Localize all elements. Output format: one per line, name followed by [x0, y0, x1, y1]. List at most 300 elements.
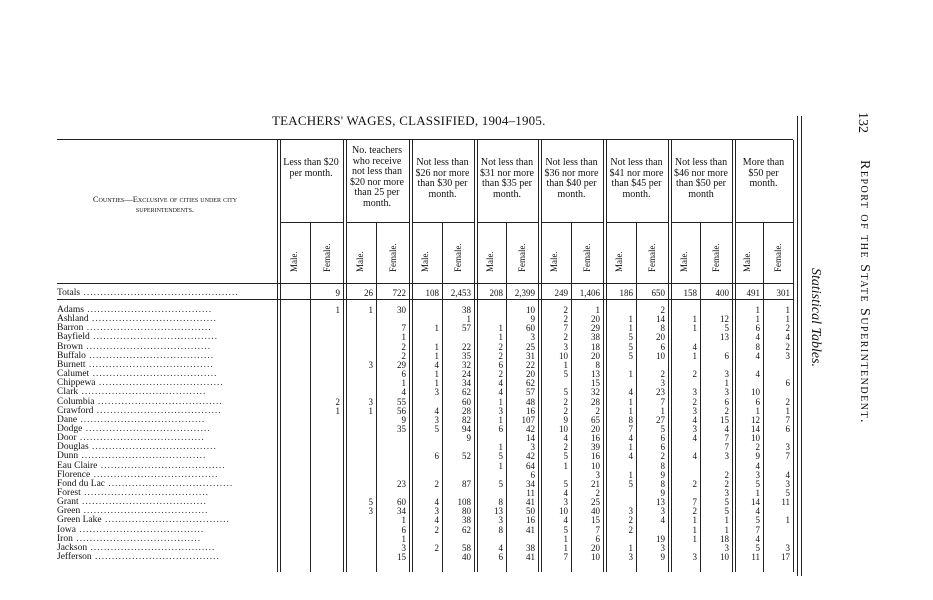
table-cell: 5 — [724, 497, 729, 507]
table-cell: 58 — [462, 543, 471, 553]
table-cell: 3 — [724, 369, 729, 379]
table-cell: 23 — [397, 479, 406, 489]
table-cell: 2 — [498, 369, 503, 379]
totals-label — [57, 289, 239, 297]
table-cell: 1 — [755, 406, 760, 416]
table-cell: 20 — [591, 351, 600, 361]
table-cell: 9 — [660, 552, 665, 562]
table-cell: 5 — [628, 351, 633, 361]
totals-cell: 1,406 — [579, 288, 600, 298]
county-name: Columbia — [57, 397, 95, 407]
table-cell: 3 — [660, 543, 665, 553]
table-cell: 18 — [720, 534, 729, 544]
table-cell: 10 — [559, 424, 568, 434]
table-cell: 32 — [462, 360, 471, 370]
table-cell: 4 — [563, 488, 568, 498]
table-cell: 1 — [785, 406, 790, 416]
table-cell: 31 — [526, 351, 535, 361]
county-row-label — [57, 516, 230, 524]
table-cell: 6 — [434, 451, 439, 461]
table-cell: 10 — [526, 305, 535, 315]
table-cell: 1 — [498, 397, 503, 407]
table-cell: 14 — [526, 433, 535, 443]
table-cell: 11 — [751, 552, 760, 562]
female-subheader: Female. — [517, 243, 527, 272]
table-cell: 4 — [692, 415, 697, 425]
table-cell: 2 — [595, 488, 600, 498]
table-cell: 4 — [434, 360, 439, 370]
leader-dots: ..................................... — [80, 506, 209, 516]
group-header: Not less than $36 nor more than $40 per month. — [544, 157, 599, 200]
table-cell: 23 — [656, 387, 665, 397]
table-cell: 2 — [434, 525, 439, 535]
right-rule-1 — [797, 116, 798, 576]
leader-dots: ..................................... — [94, 397, 223, 407]
table-cell: 1 — [335, 406, 340, 416]
table-cell: 7 — [724, 442, 729, 452]
table-cell: 60 — [397, 497, 406, 507]
group-header: More than $50 per month. — [742, 157, 785, 189]
leader-dots: ..................................... — [83, 323, 212, 333]
county-name: Jefferson — [57, 552, 92, 562]
table-cell: 4 — [628, 433, 633, 443]
table-cell: 3 — [368, 506, 373, 516]
county-row-label — [57, 379, 224, 387]
county-row-label — [57, 388, 206, 396]
table-cell: 1 — [401, 378, 406, 388]
table-cell: 64 — [526, 461, 535, 471]
table-cell: 5 — [563, 479, 568, 489]
table-cell: 2 — [660, 305, 665, 315]
table-cell: 38 — [462, 515, 471, 525]
side-page-number: 132 — [855, 112, 870, 133]
table-cell: 2 — [692, 397, 697, 407]
totals-cell: 26 — [364, 288, 373, 298]
county-row-label — [57, 416, 205, 424]
table-cell: 1 — [628, 323, 633, 333]
table-cell: 62 — [462, 387, 471, 397]
table-cell: 5 — [785, 488, 790, 498]
male-subheader: Male. — [614, 251, 624, 272]
leader-dots: ..................................... — [85, 360, 214, 370]
table-cell: 1 — [563, 461, 568, 471]
table-cell: 9 — [401, 415, 406, 425]
table-cell: 22 — [462, 342, 471, 352]
leader-dots: ..................................... — [83, 305, 213, 315]
leader-dots: ..................................... — [89, 332, 218, 342]
county-name: Clark — [57, 387, 79, 397]
table-cell: 1 — [498, 442, 503, 452]
leader-dots: .............................................. — [80, 288, 239, 298]
table-cell: 42 — [526, 451, 535, 461]
table-cell: 5 — [498, 451, 503, 461]
table-cell: 2 — [434, 543, 439, 553]
table-cell: 13 — [656, 497, 665, 507]
group-divider — [277, 140, 278, 572]
table-cell: 8 — [755, 342, 760, 352]
table-cell: 4 — [755, 351, 760, 361]
table-cell: 57 — [526, 387, 535, 397]
table-cell: 4 — [755, 369, 760, 379]
table-cell: 13 — [591, 369, 600, 379]
table-cell: 3 — [434, 387, 439, 397]
male-subheader: Male. — [355, 251, 365, 272]
table-cell: 10 — [656, 351, 665, 361]
subheader-rule — [736, 222, 793, 223]
table-cell: 1 — [692, 534, 697, 544]
totals-cell: 208 — [489, 288, 503, 298]
page-title: TEACHERS' WAGES, CLASSIFIED, 1904–1905. — [272, 113, 546, 128]
table-cell: 1 — [724, 525, 729, 535]
table-cell: 8 — [498, 497, 503, 507]
table-cell: 80 — [462, 506, 471, 516]
table-cell: 8 — [660, 479, 665, 489]
table-cell: 4 — [660, 515, 665, 525]
table-cell: 40 — [462, 552, 471, 562]
table-cell: 3 — [563, 497, 568, 507]
table-cell: 4 — [785, 332, 790, 342]
table-cell: 34 — [462, 378, 471, 388]
table-cell: 108 — [457, 497, 471, 507]
table-cell: 4 — [755, 332, 760, 342]
table-cell: 7 — [692, 497, 697, 507]
leader-dots: ..................................... — [78, 497, 207, 507]
table-cell: 7 — [628, 424, 633, 434]
table-cell: 20 — [526, 369, 535, 379]
table-cell: 4 — [692, 342, 697, 352]
table-cell: 4 — [498, 387, 503, 397]
table-cell: 35 — [397, 424, 406, 434]
table-cell: 15 — [397, 552, 406, 562]
leader-dots: ..................................... — [78, 387, 207, 397]
table-cell: 7 — [724, 433, 729, 443]
table-cell: 8 — [660, 323, 665, 333]
table-cell: 14 — [656, 314, 665, 324]
table-cell: 8 — [628, 415, 633, 425]
header-bottom-rule — [57, 283, 793, 284]
table-cell: 6 — [724, 351, 729, 361]
table-cell: 1 — [498, 323, 503, 333]
table-cell: 2 — [498, 342, 503, 352]
table-cell: 1 — [368, 305, 373, 315]
table-cell: 1 — [755, 314, 760, 324]
table-cell: 1 — [434, 378, 439, 388]
table-cell: 5 — [434, 424, 439, 434]
table-cell: 3 — [724, 451, 729, 461]
table-cell: 1 — [498, 332, 503, 342]
county-row-label — [57, 480, 233, 488]
table-cell: 7 — [563, 323, 568, 333]
county-row-label — [57, 498, 207, 506]
leader-dots: ..................................... — [105, 479, 234, 489]
table-cell: 10 — [591, 552, 600, 562]
table-cell: 3 — [530, 332, 535, 342]
leader-dots: ..................................... — [89, 369, 218, 379]
county-name: Ashland — [57, 314, 89, 324]
table-cell: 1 — [785, 305, 790, 315]
female-subheader: Female. — [322, 243, 332, 272]
leader-dots: ..................................... — [76, 525, 205, 535]
table-cell: 3 — [692, 424, 697, 434]
table-cell: 7 — [785, 415, 790, 425]
county-row-label — [57, 407, 222, 415]
table-cell: 35 — [462, 351, 471, 361]
table-cell: 41 — [526, 497, 535, 507]
table-cell: 60 — [462, 397, 471, 407]
table-cell: 4 — [692, 451, 697, 461]
table-cell: 1 — [755, 488, 760, 498]
county-name: Jackson — [57, 543, 88, 553]
county-name: Forest — [57, 488, 81, 498]
table-cell: 5 — [628, 342, 633, 352]
table-cell: 1 — [785, 515, 790, 525]
county-name: Fond du Lac — [57, 479, 106, 489]
totals-cell: 650 — [651, 288, 665, 298]
table-cell: 1 — [628, 397, 633, 407]
county-name: Green Lake — [57, 515, 102, 525]
table-cell: 2 — [785, 397, 790, 407]
table-cell: 2 — [595, 406, 600, 416]
table-cell: 3 — [498, 515, 503, 525]
table-cell: 1 — [595, 305, 600, 315]
table-cell: 20 — [591, 543, 600, 553]
table-cell: 16 — [591, 451, 600, 461]
table-cell: 3 — [498, 406, 503, 416]
table-cell: 1 — [692, 515, 697, 525]
table-cell: 2 — [660, 451, 665, 461]
table-cell: 25 — [591, 497, 600, 507]
table-cell: 2 — [785, 342, 790, 352]
table-cell: 3 — [368, 360, 373, 370]
table-cell: 1 — [563, 543, 568, 553]
totals-cell: 400 — [715, 288, 729, 298]
table-cell: 39 — [591, 442, 600, 452]
table-cell: 8 — [660, 461, 665, 471]
table-cell: 2 — [628, 525, 633, 535]
table-cell: 3 — [628, 506, 633, 516]
table-cell: 5 — [563, 369, 568, 379]
table-cell: 4 — [498, 543, 503, 553]
table-cell: 1 — [401, 534, 406, 544]
table-cell: 29 — [591, 323, 600, 333]
county-name: Iowa — [57, 525, 76, 535]
county-row-label — [57, 333, 218, 341]
leader-dots: ..................................... — [90, 470, 219, 480]
table-cell: 2 — [563, 397, 568, 407]
table-cell: 107 — [521, 415, 535, 425]
table-cell: 9 — [660, 488, 665, 498]
county-row-label — [57, 544, 215, 552]
county-row-label — [57, 425, 211, 433]
table-cell: 2 — [401, 342, 406, 352]
table-cell: 4 — [628, 451, 633, 461]
table-cell: 10 — [559, 351, 568, 361]
table-cell: 2 — [563, 442, 568, 452]
table-cell: 30 — [397, 305, 406, 315]
table-cell: 2 — [660, 369, 665, 379]
table-cell: 5 — [628, 479, 633, 489]
table-cell: 3 — [785, 351, 790, 361]
table-cell: 1 — [724, 378, 729, 388]
table-cell: 28 — [462, 406, 471, 416]
county-row-label — [57, 434, 205, 442]
table-cell: 34 — [397, 506, 406, 516]
table-cell: 6 — [498, 360, 503, 370]
leader-dots: ..................................... — [97, 461, 226, 471]
stub-header: Counties—Exclusive of cities under city superintendents. — [92, 194, 238, 214]
table-cell: 1 — [434, 342, 439, 352]
table-cell: 2 — [563, 406, 568, 416]
county-name: Buffalo — [57, 351, 86, 361]
table-cell: 32 — [591, 387, 600, 397]
county-name: Dunn — [57, 451, 79, 461]
leader-dots: ..................................... — [95, 378, 224, 388]
table-cell: 3 — [628, 552, 633, 562]
table-cell: 6 — [401, 369, 406, 379]
header-top-rule — [57, 139, 793, 140]
table-cell: 3 — [563, 342, 568, 352]
group-divider-inner — [280, 140, 281, 572]
table-cell: 1 — [498, 415, 503, 425]
table-cell: 4 — [434, 515, 439, 525]
county-name: Crawford — [57, 406, 94, 416]
table-cell: 7 — [401, 323, 406, 333]
table-cell: 10 — [559, 506, 568, 516]
table-cell: 82 — [462, 415, 471, 425]
county-name: Brown — [57, 342, 83, 352]
table-cell: 11 — [526, 488, 535, 498]
table-cell: 3 — [724, 488, 729, 498]
table-cell: 7 — [755, 525, 760, 535]
table-cell: 20 — [591, 314, 600, 324]
county-row-label — [57, 343, 211, 351]
table-cell: 5 — [368, 497, 373, 507]
table-cell: 20 — [591, 424, 600, 434]
side-running-title: Report of the State Superintendent. — [857, 160, 872, 425]
table-cell: 20 — [656, 332, 665, 342]
subheader-rule — [542, 222, 603, 223]
group-header: Not less than $26 nor more than $30 per month. — [415, 157, 470, 200]
table-cell: 5 — [563, 387, 568, 397]
table-cell: 4 — [724, 424, 729, 434]
leader-dots: ..................................... — [78, 451, 207, 461]
subheader-rule — [672, 222, 732, 223]
table-cell: 1 — [755, 305, 760, 315]
table-cell: 8 — [595, 360, 600, 370]
table-cell: 15 — [720, 415, 729, 425]
table-cell: 8 — [498, 525, 503, 535]
county-name: Iron — [57, 534, 73, 544]
table-cell: 2 — [692, 369, 697, 379]
female-subheader: Female. — [582, 243, 592, 272]
leader-dots: ..................................... — [101, 515, 230, 525]
table-cell: 2 — [724, 470, 729, 480]
leader-dots: ..................................... — [93, 406, 222, 416]
table-cell: 55 — [397, 397, 406, 407]
county-name: Dodge — [57, 424, 83, 434]
table-cell: 3 — [660, 506, 665, 516]
female-subheader: Female. — [453, 243, 463, 272]
table-cell: 94 — [462, 424, 471, 434]
table-cell: 16 — [526, 515, 535, 525]
totals-cell: 2,453 — [450, 288, 471, 298]
table-cell: 18 — [591, 342, 600, 352]
table-cell: 1 — [628, 406, 633, 416]
table-cell: 38 — [526, 543, 535, 553]
county-row-label — [57, 443, 217, 451]
county-row-label — [57, 370, 217, 378]
table-cell: 25 — [526, 342, 535, 352]
table-cell: 4 — [692, 433, 697, 443]
female-subheader: Female. — [647, 243, 657, 272]
table-cell: 12 — [751, 415, 760, 425]
table-cell: 21 — [591, 479, 600, 489]
table-cell: 13 — [720, 332, 729, 342]
table-cell: 9 — [563, 415, 568, 425]
county-name: Eau Claire — [57, 461, 98, 471]
table-cell: 27 — [656, 415, 665, 425]
table-cell: 2 — [692, 506, 697, 516]
table-cell: 6 — [785, 378, 790, 388]
table-cell: 10 — [751, 433, 760, 443]
table-cell: 3 — [785, 479, 790, 489]
table-cell: 87 — [462, 479, 471, 489]
group-header: Not less than $31 nor more than $35 per month. — [480, 157, 534, 200]
table-cell: 7 — [660, 397, 665, 407]
table-cell: 3 — [368, 397, 373, 407]
table-cell: 48 — [526, 397, 535, 407]
table-cell: 1 — [434, 369, 439, 379]
table-cell: 6 — [498, 552, 503, 562]
table-cell: 24 — [462, 369, 471, 379]
table-cell: 1 — [434, 323, 439, 333]
table-cell: 3 — [692, 552, 697, 562]
table-cell: 1 — [368, 406, 373, 416]
table-cell: 1 — [498, 461, 503, 471]
table-cell: 41 — [526, 525, 535, 535]
table-cell: 12 — [720, 314, 729, 324]
table-cell: 6 — [755, 323, 760, 333]
county-name: Barron — [57, 323, 84, 333]
table-cell: 15 — [591, 515, 600, 525]
table-cell: 5 — [724, 506, 729, 516]
male-subheader: Male. — [679, 251, 689, 272]
female-subheader: Female. — [773, 243, 783, 272]
leader-dots: ..................................... — [88, 442, 217, 452]
county-name: Florence — [57, 470, 91, 480]
table-cell: 9 — [530, 314, 535, 324]
table-cell: 3 — [785, 442, 790, 452]
county-name: Calumet — [57, 369, 90, 379]
leader-dots: ..................................... — [76, 433, 205, 443]
county-row-label — [57, 535, 201, 543]
county-name: Grant — [57, 497, 79, 507]
table-cell: 3 — [785, 543, 790, 553]
table-cell: 4 — [755, 506, 760, 516]
totals-cell: 9 — [335, 288, 340, 298]
totals-rule — [57, 299, 793, 300]
table-cell: 1 — [335, 305, 340, 315]
table-cell: 2 — [434, 479, 439, 489]
table-cell: 6 — [755, 397, 760, 407]
county-name: Green — [57, 506, 81, 516]
county-name: Bayfield — [57, 332, 90, 342]
table-cell: 7 — [595, 525, 600, 535]
table-cell: 10 — [591, 461, 600, 471]
totals-cell: 186 — [619, 288, 633, 298]
totals-cell: 722 — [392, 288, 406, 298]
table-cell: 62 — [462, 525, 471, 535]
